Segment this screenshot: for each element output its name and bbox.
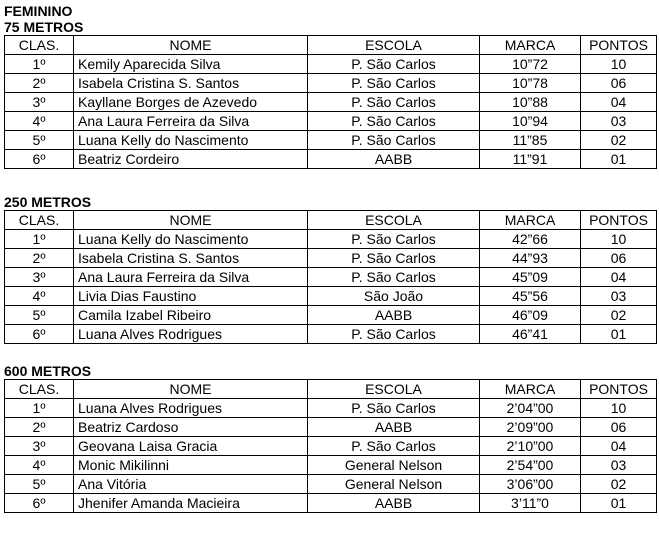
table-row — [5, 306, 657, 325]
points-cell: 04 — [581, 437, 657, 456]
table-row — [5, 230, 657, 249]
mark-cell: 44”93 — [480, 249, 581, 268]
table-row — [5, 112, 657, 131]
clas-cell: 3º — [5, 268, 74, 287]
school-cell: P. São Carlos — [308, 112, 480, 131]
table-row — [5, 74, 657, 93]
points-cell: 01 — [581, 150, 657, 169]
mark-cell: 2’10”00 — [480, 437, 581, 456]
header-clas: CLAS. — [5, 380, 74, 399]
name-cell: Ana Laura Ferreira da Silva — [74, 112, 308, 131]
name-cell: Livia Dias Faustino — [74, 287, 308, 306]
points-cell: 01 — [581, 494, 657, 513]
points-cell: 06 — [581, 249, 657, 268]
clas-cell: 1º — [5, 230, 74, 249]
clas-cell: 5º — [5, 306, 74, 325]
header-clas: CLAS. — [5, 211, 74, 230]
header-escola: ESCOLA — [308, 380, 480, 399]
points-cell: 04 — [581, 93, 657, 112]
school-cell: P. São Carlos — [308, 230, 480, 249]
name-cell: Camila Izabel Ribeiro — [74, 306, 308, 325]
clas-cell: 3º — [5, 93, 74, 112]
name-cell: Geovana Laisa Gracia — [74, 437, 308, 456]
points-cell: 03 — [581, 456, 657, 475]
clas-cell: 1º — [5, 399, 74, 418]
school-cell: P. São Carlos — [308, 437, 480, 456]
name-cell: Jhenifer Amanda Macieira — [74, 494, 308, 513]
table-row — [5, 456, 657, 475]
name-cell: Ana Laura Ferreira da Silva — [74, 268, 308, 287]
school-cell: P. São Carlos — [308, 131, 480, 150]
clas-cell: 4º — [5, 287, 74, 306]
school-cell: AABB — [308, 150, 480, 169]
points-cell: 03 — [581, 112, 657, 131]
name-cell: Luana Kelly do Nascimento — [74, 131, 308, 150]
clas-cell: 2º — [5, 249, 74, 268]
school-cell: P. São Carlos — [308, 93, 480, 112]
clas-cell: 4º — [5, 112, 74, 131]
table-row — [5, 55, 657, 74]
header-marca: MARCA — [480, 211, 581, 230]
header-pontos: PONTOS — [581, 36, 657, 55]
mark-cell: 42”66 — [480, 230, 581, 249]
table-row — [5, 249, 657, 268]
school-cell: General Nelson — [308, 456, 480, 475]
category-title: FEMININO — [4, 3, 73, 19]
header-row — [5, 380, 657, 399]
header-escola: ESCOLA — [308, 211, 480, 230]
mark-cell: 2’54”00 — [480, 456, 581, 475]
school-cell: AABB — [308, 418, 480, 437]
points-cell: 10 — [581, 230, 657, 249]
mark-cell: 46”41 — [480, 325, 581, 344]
school-cell: P. São Carlos — [308, 55, 480, 74]
header-nome: NOME — [74, 380, 308, 399]
table-row — [5, 475, 657, 494]
name-cell: Kemily Aparecida Silva — [74, 55, 308, 74]
points-cell: 02 — [581, 475, 657, 494]
mark-cell: 3’06”00 — [480, 475, 581, 494]
points-cell: 06 — [581, 418, 657, 437]
table-row — [5, 287, 657, 306]
header-pontos: PONTOS — [581, 211, 657, 230]
name-cell: Luana Alves Rodrigues — [74, 325, 308, 344]
mark-cell: 45”09 — [480, 268, 581, 287]
school-cell: P. São Carlos — [308, 325, 480, 344]
header-clas: CLAS. — [5, 36, 74, 55]
event-title: 75 METROS — [4, 19, 84, 35]
results-table — [4, 379, 657, 513]
school-cell: P. São Carlos — [308, 268, 480, 287]
table-row — [5, 131, 657, 150]
points-cell: 03 — [581, 287, 657, 306]
header-row — [5, 211, 657, 230]
clas-cell: 2º — [5, 74, 74, 93]
name-cell: Beatriz Cordeiro — [74, 150, 308, 169]
mark-cell: 11”91 — [480, 150, 581, 169]
table-row — [5, 399, 657, 418]
points-cell: 10 — [581, 399, 657, 418]
mark-cell: 46”09 — [480, 306, 581, 325]
name-cell: Isabela Cristina S. Santos — [74, 74, 308, 93]
name-cell: Isabela Cristina S. Santos — [74, 249, 308, 268]
table-row — [5, 494, 657, 513]
mark-cell: 2’04”00 — [480, 399, 581, 418]
event-section-600m — [4, 363, 656, 513]
school-cell: AABB — [308, 306, 480, 325]
name-cell: Luana Kelly do Nascimento — [74, 230, 308, 249]
school-cell: P. São Carlos — [308, 399, 480, 418]
points-cell: 04 — [581, 268, 657, 287]
mark-cell: 11”85 — [480, 131, 581, 150]
points-cell: 02 — [581, 131, 657, 150]
name-cell: Ana Vitória — [74, 475, 308, 494]
mark-cell: 10”72 — [480, 55, 581, 74]
event-section-75m — [4, 19, 656, 169]
header-marca: MARCA — [480, 36, 581, 55]
clas-cell: 6º — [5, 325, 74, 344]
mark-cell: 10”78 — [480, 74, 581, 93]
points-cell: 06 — [581, 74, 657, 93]
school-cell: AABB — [308, 494, 480, 513]
clas-cell: 1º — [5, 55, 74, 74]
school-cell: P. São Carlos — [308, 74, 480, 93]
name-cell: Beatriz Cardoso — [74, 418, 308, 437]
header-nome: NOME — [74, 36, 308, 55]
clas-cell: 6º — [5, 494, 74, 513]
table-row — [5, 325, 657, 344]
school-cell: P. São Carlos — [308, 249, 480, 268]
results-table — [4, 210, 657, 344]
clas-cell: 2º — [5, 418, 74, 437]
points-cell: 01 — [581, 325, 657, 344]
event-title: 250 METROS — [4, 194, 92, 210]
points-cell: 10 — [581, 55, 657, 74]
school-cell: General Nelson — [308, 475, 480, 494]
mark-cell: 10”88 — [480, 93, 581, 112]
results-table — [4, 35, 657, 169]
name-cell: Kayllane Borges de Azevedo — [74, 93, 308, 112]
clas-cell: 6º — [5, 150, 74, 169]
name-cell: Monic Mikilinni — [74, 456, 308, 475]
header-marca: MARCA — [480, 380, 581, 399]
table-row — [5, 437, 657, 456]
mark-cell: 2’09”00 — [480, 418, 581, 437]
table-row — [5, 418, 657, 437]
event-section-250m — [4, 194, 656, 344]
event-title: 600 METROS — [4, 363, 92, 379]
header-nome: NOME — [74, 211, 308, 230]
school-cell: São João — [308, 287, 480, 306]
clas-cell: 5º — [5, 475, 74, 494]
header-pontos: PONTOS — [581, 380, 657, 399]
results-document — [4, 3, 656, 513]
table-row — [5, 150, 657, 169]
header-escola: ESCOLA — [308, 36, 480, 55]
name-cell: Luana Alves Rodrigues — [74, 399, 308, 418]
points-cell: 02 — [581, 306, 657, 325]
mark-cell: 3’11”0 — [480, 494, 581, 513]
mark-cell: 45”56 — [480, 287, 581, 306]
header-row — [5, 36, 657, 55]
mark-cell: 10”94 — [480, 112, 581, 131]
clas-cell: 3º — [5, 437, 74, 456]
table-row — [5, 93, 657, 112]
clas-cell: 5º — [5, 131, 74, 150]
clas-cell: 4º — [5, 456, 74, 475]
table-row — [5, 268, 657, 287]
